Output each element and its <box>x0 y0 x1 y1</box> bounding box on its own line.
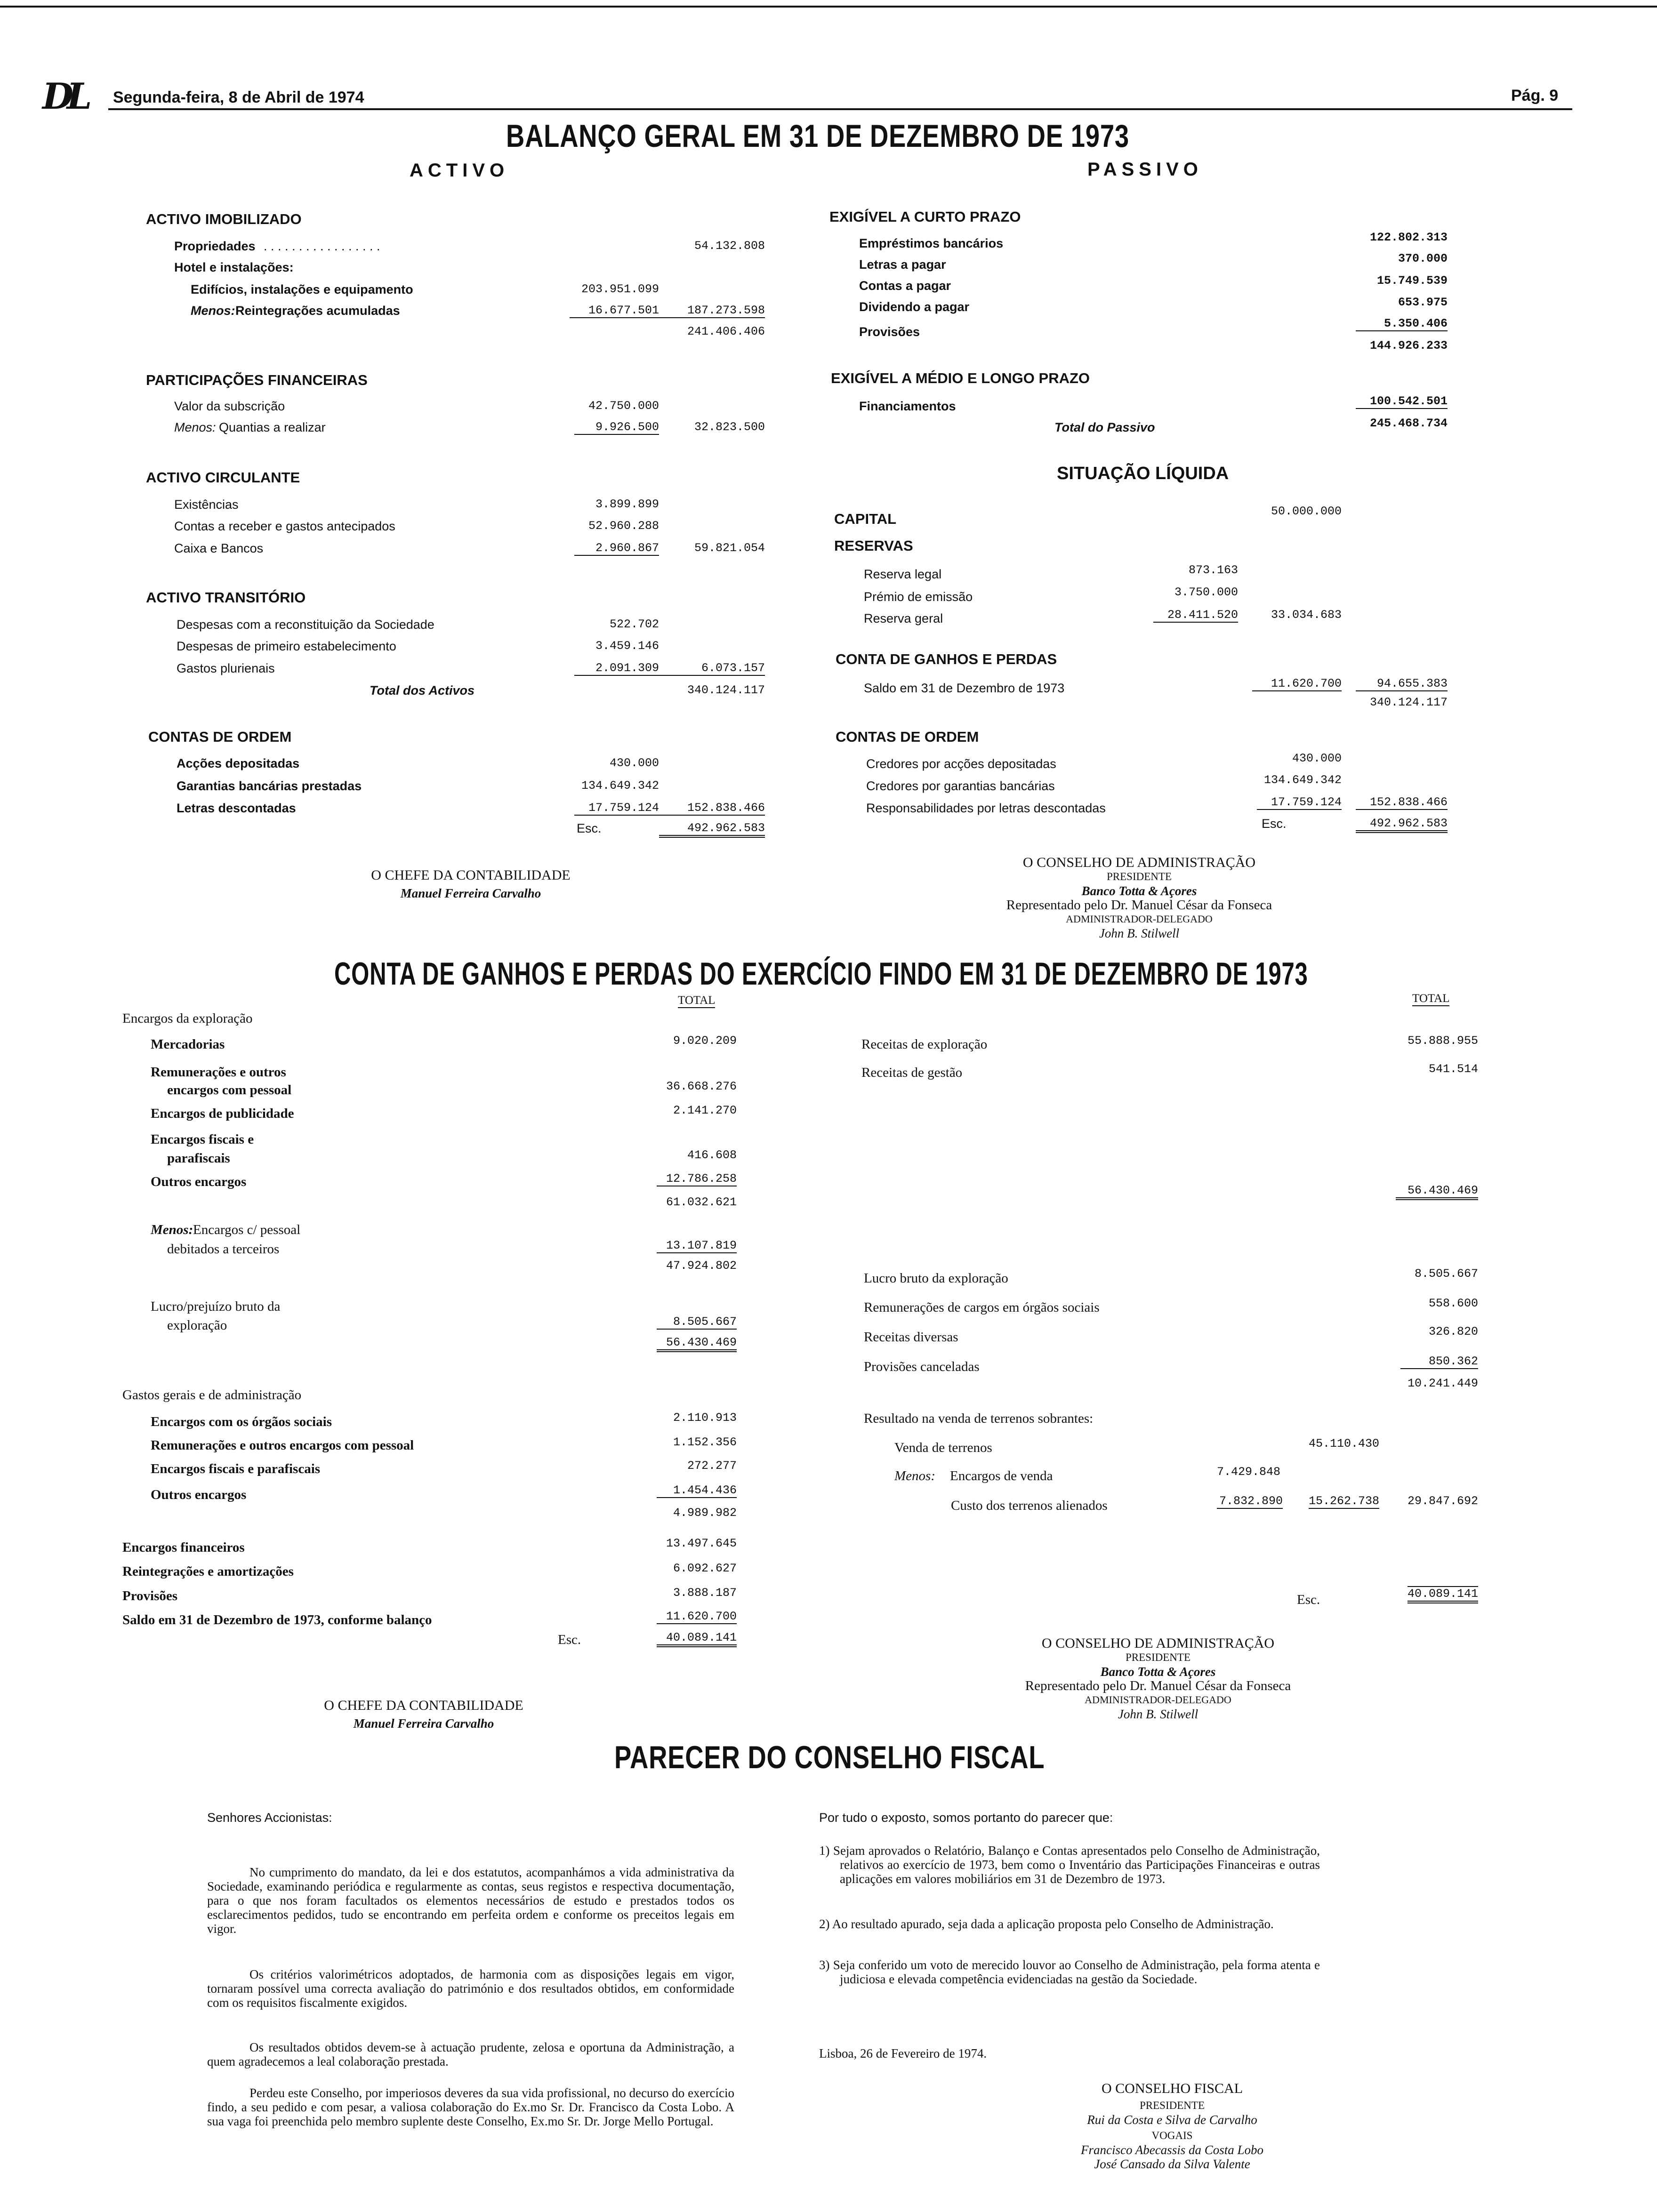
credores-accoes-value: 430.000 <box>1292 752 1342 765</box>
saldo-balanco-label: Saldo em 31 de Dezembro de 1973, conforme balanço <box>122 1612 432 1627</box>
signature-title: O CHEFE DA CONTABILIDADE <box>371 867 571 883</box>
curto-total: 144.926.233 <box>1369 339 1448 353</box>
despesas-estabelecimento-value: 3.459.146 <box>595 639 659 653</box>
signature-role: VOGAIS <box>1151 2130 1193 2141</box>
letras-pagar-label: Letras a pagar <box>859 257 946 272</box>
remuneracoes-pessoal-value: 1.152.356 <box>673 1435 737 1449</box>
signature-name: John B. Stilwell <box>1118 1707 1199 1721</box>
encargos-financeiros-value: 13.497.645 <box>666 1537 737 1550</box>
reserva-legal-value: 873.163 <box>1188 563 1238 577</box>
credores-garantias-value: 134.649.342 <box>1263 773 1342 787</box>
reintegracoes-amortizacoes-label: Reintegrações e amortizações <box>122 1564 294 1579</box>
longo-prazo-heading: EXIGÍVEL A MÉDIO E LONGO PRAZO <box>831 370 1090 386</box>
garantias-value: 134.649.342 <box>581 779 659 793</box>
accoes-depositadas-value: 430.000 <box>609 756 659 770</box>
parecer-place-date: Lisboa, 26 de Fevereiro de 1974. <box>819 2046 987 2060</box>
signature-role: PRESIDENTE <box>1107 871 1172 882</box>
signature-admin-role: ADMINISTRADOR-DELEGADO <box>1066 913 1213 925</box>
encargos-subtotal: 61.032.621 <box>666 1195 737 1209</box>
ordem-total: 152.838.466 <box>659 801 765 816</box>
total-passivo-label: Total do Passivo <box>1054 420 1155 434</box>
fiscais-label: Encargos fiscais e <box>151 1132 254 1147</box>
outros-encargos-value: 12.786.258 <box>657 1172 737 1186</box>
saldo-value: 11.620.700 <box>1252 677 1342 691</box>
premio-emissao-label: Prémio de emissão <box>864 590 973 604</box>
esc-label: Esc. <box>577 821 602 835</box>
reserva-geral-label: Reserva geral <box>864 611 943 625</box>
circulante-heading: ACTIVO CIRCULANTE <box>146 469 300 486</box>
outros-encargos-gerais-label: Outros encargos <box>151 1487 247 1502</box>
ganhos-perdas-heading: CONTA DE GANHOS E PERDAS <box>836 651 1057 667</box>
outros-ganhos-total: 10.241.449 <box>1407 1377 1478 1390</box>
saldo-balanco-value: 11.620.700 <box>657 1610 737 1624</box>
provisoes-canceladas-label: Provisões canceladas <box>864 1359 980 1374</box>
receitas-exploracao-value: 55.888.955 <box>1407 1034 1478 1048</box>
capital-label: CAPITAL <box>834 511 897 527</box>
letras-pagar-value: 370.000 <box>1398 252 1448 265</box>
activo-heading: ACTIVO <box>410 160 509 181</box>
contas-ordem-heading: CONTAS DE ORDEM <box>148 729 292 745</box>
esc-label: Esc. <box>558 1632 581 1647</box>
total-header: TOTAL <box>678 994 715 1008</box>
reintegracoes-amortizacoes-value: 6.092.627 <box>673 1562 737 1575</box>
encargos-venda-value: 7.429.848 <box>1216 1465 1280 1479</box>
quantias-value: 9.926.500 <box>574 420 659 435</box>
orgaos-sociais-label: Encargos com os órgãos sociais <box>151 1414 332 1429</box>
signature-conselho-administracao <box>979 1636 1337 1721</box>
valor-subscricao-label: Valor da subscrição <box>174 399 285 413</box>
signature-representative: Representado pelo Dr. Manuel César da Fonseca <box>1025 1678 1291 1693</box>
propriedades-label: Propriedades <box>174 239 256 253</box>
signature-chefe-contabilidade <box>330 867 612 901</box>
fiscais-parafiscais-value: 272.277 <box>687 1459 737 1473</box>
signature-name: José Cansado da Silva Valente <box>1094 2157 1250 2171</box>
contas-ordem-passivo-heading: CONTAS DE ORDEM <box>836 729 979 745</box>
venda-terrenos-label: Venda de terrenos <box>894 1440 992 1455</box>
financiamentos-value: 100.542.501 <box>1356 394 1448 409</box>
responsabilidades-value: 17.759.124 <box>1257 795 1342 810</box>
contas-receber-value: 52.960.288 <box>588 519 659 533</box>
provisoes-value: 5.350.406 <box>1356 317 1448 331</box>
fiscais-parafiscais-label: Encargos fiscais e parafiscais <box>151 1461 321 1476</box>
header-rule <box>108 108 1572 110</box>
parecer-paragraph-2: Os critérios valorimétricos adoptados, de harmonia com as disposições legais em vigor, tornaram possível uma correcta avaliação do património e dos resultados obtidos, em conformidade com os requisitos fiscalmente exigidos. <box>207 1967 734 2010</box>
existencias-label: Existências <box>174 497 239 512</box>
transitorio-total: 6.073.157 <box>659 661 765 676</box>
signature-title: O CONSELHO FISCAL <box>1101 2081 1243 2096</box>
receitas-diversas-value: 326.820 <box>1428 1325 1478 1338</box>
emprestimos-label: Empréstimos bancários <box>859 236 1004 250</box>
outros-encargos-gerais-value: 1.454.436 <box>657 1483 737 1498</box>
provisoes-label: Provisões <box>122 1588 178 1603</box>
situacao-liquida-heading: SITUAÇÃO LÍQUIDA <box>1057 464 1229 483</box>
signature-name: John B. Stilwell <box>1099 926 1180 940</box>
lucro-bruto-value: 8.505.667 <box>657 1315 737 1330</box>
hotel-label: Hotel e instalações: <box>174 260 294 274</box>
parecer-paragraph-1: No cumprimento do mandato, da lei e dos estatutos, acompanhámos a vida administrativa da Sociedade, examinando periódica e regularmente as contas, seus registos e respectiva documentação, para o que nos foram facultados os elementos necessários de estudo e prestados todos os esclarecimentos pedidos, tudo se encontrando em perfeita ordem e conforme os preceitos legais em vigor. <box>207 1865 734 1936</box>
recommendation-3: 3) Seja conferido um voto de merecido louvor ao Conselho de Administração, pela forma atenta e judiciosa e elevada competência evidenciadas na gestão da Sociedade. <box>819 1958 1320 1986</box>
esc-label: Esc. <box>1297 1592 1320 1607</box>
reserva-legal-label: Reserva legal <box>864 567 942 581</box>
signature-name: Manuel Ferreira Carvalho <box>400 886 541 900</box>
provisoes-value: 3.888.187 <box>673 1586 737 1600</box>
despesas-estabelecimento-label: Despesas de primeiro estabelecimento <box>177 639 396 653</box>
gastos-plurienais-value: 2.091.309 <box>574 661 659 676</box>
credores-accoes-label: Credores por acções depositadas <box>866 757 1056 771</box>
signature-title: O CONSELHO DE ADMINISTRAÇÃO <box>1022 855 1256 870</box>
despesas-reconstituicao-value: 522.702 <box>609 617 659 631</box>
custo-sum-value: 15.262.738 <box>1309 1494 1380 1508</box>
total-header: TOTAL <box>1412 992 1449 1006</box>
encargos-venda-label: Encargos de venda <box>950 1468 1053 1483</box>
caixa-bancos-value: 2.960.867 <box>574 541 659 556</box>
menos-label: Menos: <box>894 1468 935 1483</box>
after-menos-subtotal: 47.924.802 <box>666 1259 737 1273</box>
mercadorias-value: 9.020.209 <box>673 1034 737 1048</box>
esc-value: 492.962.583 <box>659 821 765 838</box>
parecer-paragraph-4: Perdeu este Conselho, por imperiosos deveres da sua vida profissional, no decurso do exercício findo, a seu pedido e com pesar, a valiosa colaboração do Ex.mo Sr. Dr. Francisco da Costa Lobo. A sua vaga foi preenchida pelo membro suplente deste Conselho, Ex.mo Sr. Dr. Jorge Mello Portugal. <box>207 2086 734 2128</box>
signature-name: Rui da Costa e Silva de Carvalho <box>1087 2113 1257 2127</box>
fiscais-value: 416.608 <box>687 1148 737 1162</box>
contas-receber-label: Contas a receber e gastos antecipados <box>174 519 395 533</box>
venda-net-value: 29.847.692 <box>1407 1494 1478 1508</box>
esc-label: Esc. <box>1262 817 1287 831</box>
signature-conselho-administracao <box>960 856 1318 940</box>
existencias-value: 3.899.899 <box>595 497 659 511</box>
top-rule <box>0 6 1657 8</box>
signature-name: Francisco Abecassis da Costa Lobo <box>1080 2143 1263 2157</box>
esc-value: 492.962.583 <box>1356 817 1448 833</box>
outros-encargos-label: Outros encargos <box>151 1174 247 1189</box>
credores-garantias-label: Credores por garantias bancárias <box>866 779 1055 793</box>
imobilizado-total: 241.406.406 <box>687 325 765 338</box>
valor-subscricao-value: 42.750.000 <box>588 399 659 413</box>
parecer-intro: Por tudo o exposto, somos portanto do parecer que: <box>819 1811 1113 1825</box>
encargos-exploracao-heading: Encargos da exploração <box>122 1011 253 1026</box>
signature-conselho-fiscal <box>1007 2082 1337 2171</box>
remuneracoes-cargos-value: 558.600 <box>1428 1297 1478 1310</box>
reservas-total: 33.034.683 <box>1271 608 1342 622</box>
edificios-value: 203.951.099 <box>581 282 659 296</box>
responsabilidades-label: Responsabilidades por letras descontadas <box>866 801 1106 815</box>
signature-name: Manuel Ferreira Carvalho <box>353 1716 494 1731</box>
signature-role: PRESIDENTE <box>1140 2100 1205 2111</box>
lucro-bruto-exploracao-label: Lucro bruto da exploração <box>864 1271 1008 1286</box>
total-activos-label: Total dos Activos <box>370 683 475 697</box>
menos-label: Menos: <box>191 304 235 318</box>
parecer-paragraph-3: Os resultados obtidos devem-se à actuação prudente, zelosa e oportuna da Administração, a quem agradecemos a leal colaboração prestada. <box>207 2040 734 2068</box>
ordem-passivo-total: 152.838.466 <box>1356 795 1448 810</box>
custo-terrenos-label: Custo dos terrenos alienados <box>951 1498 1108 1513</box>
signature-role: PRESIDENTE <box>1126 1651 1190 1663</box>
signature-chefe-contabilidade <box>282 1698 565 1731</box>
receitas-total: 56.430.469 <box>1396 1184 1478 1200</box>
caixa-bancos-label: Caixa e Bancos <box>174 541 264 555</box>
recommendation-1: 1) Sejam aprovados o Relatório, Balanço e Contas apresentados pelo Conselho de Administração, relativos ao exercício de 1973, bem como o Inventário das Participações Financeiras e outras aplicações em valores mobiliários em 31 de Dezembro de 1973. <box>819 1843 1320 1886</box>
exploracao-total: 56.430.469 <box>657 1336 737 1352</box>
letras-descontadas-value: 17.759.124 <box>574 801 659 816</box>
reintegracoes-label: Reintegrações acumuladas <box>235 304 400 318</box>
propriedades-value: 54.132.808 <box>694 239 765 253</box>
remuneracoes-pessoal-label: Remunerações e outros encargos com pessoal <box>151 1438 414 1453</box>
activo-imobilizado-heading: ACTIVO IMOBILIZADO <box>146 211 302 227</box>
gastos-gerais-total: 4.989.982 <box>673 1506 737 1520</box>
parecer-title: PARECER DO CONSELHO FISCAL <box>614 1739 1045 1775</box>
transitorio-heading: ACTIVO TRANSITÓRIO <box>146 589 306 606</box>
lucro-bruto-label: Lucro/prejuízo bruto da <box>151 1299 281 1314</box>
lucro-bruto-exploracao-value: 8.505.667 <box>1414 1267 1478 1281</box>
receitas-exploracao-label: Receitas de exploração <box>861 1037 988 1052</box>
lucro-bruto-label-2: exploração <box>167 1318 227 1333</box>
financiamentos-label: Financiamentos <box>859 399 956 413</box>
gastos-plurienais-label: Gastos plurienais <box>177 661 275 675</box>
saldo-label: Saldo em 31 de Dezembro de 1973 <box>864 681 1065 695</box>
salutation: Senhores Accionistas: <box>207 1811 332 1825</box>
letras-descontadas-label: Letras descontadas <box>177 801 296 815</box>
signature-admin-role: ADMINISTRADOR-DELEGADO <box>1085 1694 1231 1706</box>
menos-label: Menos: <box>174 420 216 434</box>
mercadorias-label: Mercadorias <box>151 1037 225 1052</box>
participacoes-heading: PARTICIPAÇÕES FINANCEIRAS <box>146 372 368 388</box>
premio-emissao-value: 3.750.000 <box>1174 585 1238 599</box>
circulante-total: 59.821.054 <box>694 541 765 555</box>
passivo-grand-total: 340.124.117 <box>1369 696 1448 709</box>
total-passivo-value: 245.468.734 <box>1369 417 1448 430</box>
provisoes-label: Provisões <box>859 325 920 339</box>
menos-pessoal-value: 13.107.819 <box>657 1239 737 1253</box>
fiscais-label-2: parafiscais <box>167 1151 230 1166</box>
edificios-label: Edifícios, instalações e equipamento <box>191 282 413 297</box>
menos-pessoal-label-2: debitados a terceiros <box>167 1242 280 1257</box>
signature-bank: Banco Totta & Açores <box>1081 884 1197 898</box>
journal-logo: DL <box>42 75 86 117</box>
imobilizado-net-value: 187.273.598 <box>659 304 765 318</box>
receitas-gestao-label: Receitas de gestão <box>861 1065 963 1080</box>
contas-pagar-label: Contas a pagar <box>859 279 951 293</box>
passivo-heading: PASSIVO <box>1087 159 1203 180</box>
custo-terrenos-value: 7.832.890 <box>1217 1494 1283 1509</box>
remuneracoes-cargos-label: Remunerações de cargos em órgãos sociais <box>864 1300 1100 1315</box>
leader-dots: . . . . . . . . . . . . . . . . . <box>264 239 380 253</box>
orgaos-sociais-value: 2.110.913 <box>673 1411 737 1425</box>
despesas-reconstituicao-label: Despesas com a reconstituição da Sociedade <box>177 617 434 632</box>
recommendation-2: 2) Ao resultado apurado, seja dada a aplicação proposta pelo Conselho de Administração. <box>819 1917 1274 1931</box>
pl-title: CONTA DE GANHOS E PERDAS DO EXERCÍCIO FINDO EM 31 DE DEZEMBRO DE 1973 <box>334 956 1308 992</box>
participacoes-total: 32.823.500 <box>694 420 765 434</box>
remuneracoes-value: 36.668.276 <box>666 1080 737 1093</box>
venda-terrenos-value: 45.110.430 <box>1308 1437 1379 1451</box>
quantias-label: Quantias a realizar <box>219 420 326 434</box>
menos-pessoal-label: Encargos c/ pessoal <box>193 1222 301 1237</box>
garantias-label: Garantias bancárias prestadas <box>177 779 362 793</box>
provisoes-canceladas-value: 850.362 <box>1400 1354 1478 1369</box>
receitas-diversas-label: Receitas diversas <box>864 1330 958 1345</box>
signature-title: O CONSELHO DE ADMINISTRAÇÃO <box>1041 1635 1275 1651</box>
ganhos-total: 94.655.383 <box>1356 677 1448 691</box>
emprestimos-value: 122.802.313 <box>1369 231 1448 244</box>
curto-prazo-heading: EXIGÍVEL A CURTO PRAZO <box>829 208 1021 225</box>
balance-title: BALANÇO GERAL EM 31 DE DEZEMBRO DE 1973 <box>506 118 1129 154</box>
page-number: Pág. 9 <box>1511 87 1559 104</box>
esc-value: 40.089.141 <box>657 1631 737 1647</box>
gastos-gerais-heading: Gastos gerais e de administração <box>122 1387 302 1403</box>
encargos-financeiros-label: Encargos financeiros <box>122 1540 245 1555</box>
publicidade-label: Encargos de publicidade <box>151 1106 294 1121</box>
signature-representative: Representado pelo Dr. Manuel César da Fonseca <box>1006 898 1272 913</box>
menos-label: Menos: <box>151 1222 193 1237</box>
capital-value: 50.000.000 <box>1271 505 1342 518</box>
remuneracoes-label: Remunerações e outros <box>151 1065 286 1080</box>
reintegracoes-value: 16.677.501 <box>570 304 659 318</box>
publicidade-value: 2.141.270 <box>673 1104 737 1117</box>
dividendo-label: Dividendo a pagar <box>859 300 970 314</box>
reserva-geral-value: 28.411.520 <box>1153 608 1238 623</box>
esc-value: 40.089.141 <box>1408 1586 1478 1603</box>
contas-pagar-value: 15.749.539 <box>1376 274 1448 288</box>
dividendo-value: 653.975 <box>1398 296 1448 309</box>
total-activos-value: 340.124.117 <box>687 683 765 697</box>
resultado-venda-label: Resultado na venda de terrenos sobrantes: <box>864 1411 1094 1426</box>
signature-title: O CHEFE DA CONTABILIDADE <box>324 1698 523 1713</box>
receitas-gestao-value: 541.514 <box>1428 1062 1478 1076</box>
remuneracoes-label-2: encargos com pessoal <box>167 1082 292 1098</box>
accoes-depositadas-label: Acções depositadas <box>177 756 300 770</box>
header-date: Segunda-feira, 8 de Abril de 1974 <box>113 88 364 106</box>
reservas-label: RESERVAS <box>834 537 913 554</box>
signature-bank: Banco Totta & Açores <box>1100 1665 1216 1679</box>
